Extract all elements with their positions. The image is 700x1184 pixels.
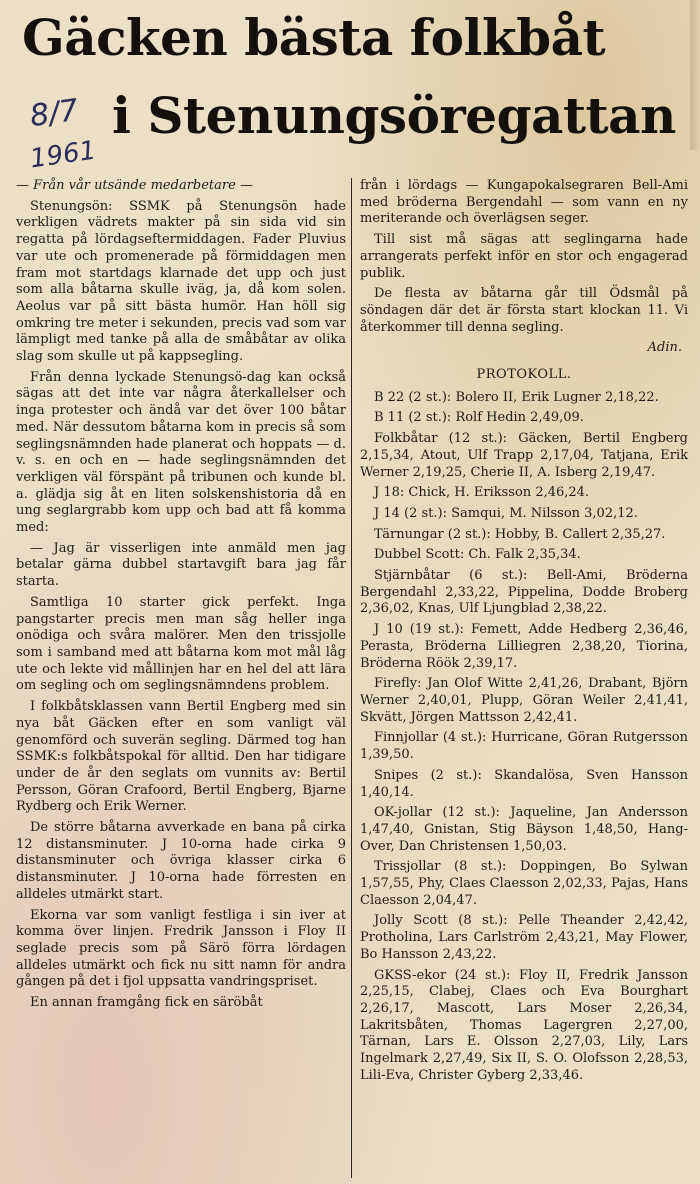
handwritten-date: 8/7 [27, 92, 81, 135]
paragraph: Till sist må sägas att seglingarna hade arrangerats perfekt inför en stor och engagerad publik. [360, 232, 688, 281]
paragraph: En annan framgång fick en säröbåt [30, 995, 263, 1011]
protocol-entry: B 22 (2 st.): Bolero II, Erik Lugner 2,18,22. [374, 389, 659, 405]
paragraph: De flesta av båtarna går till Ödsmål på söndagen där det är första start klockan 11. Vi återkommer till denna segling. [360, 286, 688, 335]
headline-line-2: i Stenungsöregattan [112, 86, 676, 145]
paragraph: Samtliga 10 starter gick perfekt. Inga pangstarter precis men man såg heller inga onödiga och svåra malörer. Men den trissjolle som i samband med att båtarna kom mot mål låg ute och lekte vid mållinjen har en hel del att lära om segling och om seglingsnämndens problem. [16, 594, 346, 694]
paragraph: — Jag är visserligen inte anmäld men jag betalar gärna dubbel startavgift bara jag får starta. [16, 540, 346, 590]
article-right-column [360, 178, 688, 1088]
paragraph: I folkbåtsklassen vann Bertil Engberg med sin nya båt Gäcken efter en som vanligt väl genomförd och suverän segling. Därmed tog han SSMK:s folkbåtspokal för alltid. Den har tidigare under de år den seglats om vunnits av: Bertil Persson, Göran Crafoord, Bertil Engberg, Bjarne Rydberg och Erik Werner. [16, 699, 346, 815]
protocol-entry: J 18: Chick, H. Eriksson 2,46,24. [374, 485, 590, 501]
article-left-column [16, 178, 346, 1016]
protocol-entry: J 14 (2 st.): Samqui, M. Nilsson 3,02,12. [374, 505, 638, 521]
protocol-entry: Trissjollar (8 st.): Doppingen, Bo Sylwan 1,57,55, Phy, Claes Claesson 2,02,33, Pajas, Hans Claesson 2,04,47. [360, 859, 688, 908]
paragraph: från i lördags — Kungapokalsegraren Bell-Ami med bröderna Bergendahl — som vann en ny meriterande och överlägsen seger. [360, 178, 688, 227]
paragraph: De större båtarna avverkade en bana på cirka 12 distansminuter. J 10-orna hade cirka 9 distansminuter och övriga klasser cirka 6 distansminuter. J 10-orna hade förresten en alldeles utmärkt start. [16, 820, 346, 902]
protocol-entry: B 11 (2 st.): Rolf Hedin 2,49,09. [374, 410, 584, 426]
protocol-entry: Stjärnbåtar (6 st.): Bell-Ami, Bröderna Bergendahl 2,33,22, Pippelina, Dodde Broberg 2,36,02, Knas, Ulf Ljungblad 2,38,22. [360, 568, 688, 617]
protocol-entry: Snipes (2 st.): Skandalösa, Sven Hansson 1,40,14. [360, 767, 688, 800]
protocol-entry: Firefly: Jan Olof Witte 2,41,26, Drabant, Björn Werner 2,40,01, Plupp, Göran Weiler 2,41,41, Skvätt, Jörgen Mattsson 2,42,41. [360, 676, 688, 725]
paragraph: Från denna lyckade Stenungsö-dag kan också sägas att det inte var några återkallelser och inga protester och ändå var det över 100 båtar med. När dessutom båtarna kom in precis så som seglingsnämnden hade planerat och hoppats — d. v. s. en och en — hade seglingsnämnden det verkligen väl förspänt på tribunen och kunde bl. a. glädja sig åt en liten solskenshistoria då en ung seglargrabb kom upp och bad att få komma med: [16, 369, 346, 536]
column-divider [351, 178, 352, 1178]
protocol-entry: Finnjollar (4 st.): Hurricane, Göran Rutgersson 1,39,50. [360, 730, 688, 763]
paragraph: Stenungsön: SSMK på Stenungsön hade verkligen vädrets makter på sin sida vid sin regatta på lördagseftermiddagen. Fader Pluvius var ute och promenerade på förmiddagen men fram mot startdags klarnade det upp och just som alla båtarna skulle iväg, ja, då kom solen. Aeolus var på sitt bästa humör. Han höll sig omkring tre meter i sekunden, precis vad som var lämpligt med tanke på alla de småbåtar av olika slag som skulle ut på kappsegling. [16, 198, 346, 365]
author-signature: Adin. [647, 340, 682, 356]
handwritten-year: 1961 [28, 135, 98, 175]
paragraph: Ekorna var som vanligt festliga i sin iver at komma över linjen. Fredrik Jansson i Floy II seglade precis som på Särö förra lördagen alldeles utmärkt och fick nu sitt namn för andra gången på det i fjol uppsatta vandringspriset. [16, 907, 346, 990]
byline: — Från vår utsände medarbetare — [16, 178, 253, 193]
protocol-entry: Jolly Scott (8 st.): Pelle Theander 2,42,42, Protholina, Lars Carlström 2,43,21, May Flower, Bo Hansson 2,43,22. [360, 913, 688, 962]
protocol-heading: PROTOKOLL. [476, 367, 572, 383]
protocol-entry: J 10 (19 st.): Femett, Adde Hedberg 2,36,46, Perasta, Bröderna Lilliegren 2,38,20, Tiorina, Bröderna Röök 2,39,17. [360, 622, 688, 671]
protocol-entry: Dubbel Scott: Ch. Falk 2,35,34. [374, 547, 581, 563]
headline-line-1: Gäcken bästa folkbåt [22, 8, 606, 67]
protocol-entry: OK-jollar (12 st.): Jaqueline, Jan Andersson 1,47,40, Gnistan, Stig Bäyson 1,48,50, Hang-Over, Dan Christensen 1,50,03. [360, 805, 688, 854]
protocol-entry: GKSS-ekor (24 st.): Floy II, Fredrik Jansson 2,25,15, Clabej, Claes och Eva Bourghart 2,26,17, Mascott, Lars Moser 2,26,34, Lakritsbåten, Thomas Lagergren 2,27,00, Tärnan, Lars E. Olsson 2,27,03, Lily, Lars Ingelmark 2,27,49, Six II, S. O. Olofsson 2,28,53, Lili-Eva, Christer Gyberg 2,33,46. [360, 967, 688, 1083]
protocol-entry: Folkbåtar (12 st.): Gäcken, Bertil Engberg 2,15,34, Atout, Ulf Trapp 2,17,04, Tatjana, Erik Werner 2,19,25, Cherie II, A. Isberg 2,19,47. [360, 431, 688, 480]
protocol-entry: Tärnungar (2 st.): Hobby, B. Callert 2,35,27. [374, 526, 666, 542]
